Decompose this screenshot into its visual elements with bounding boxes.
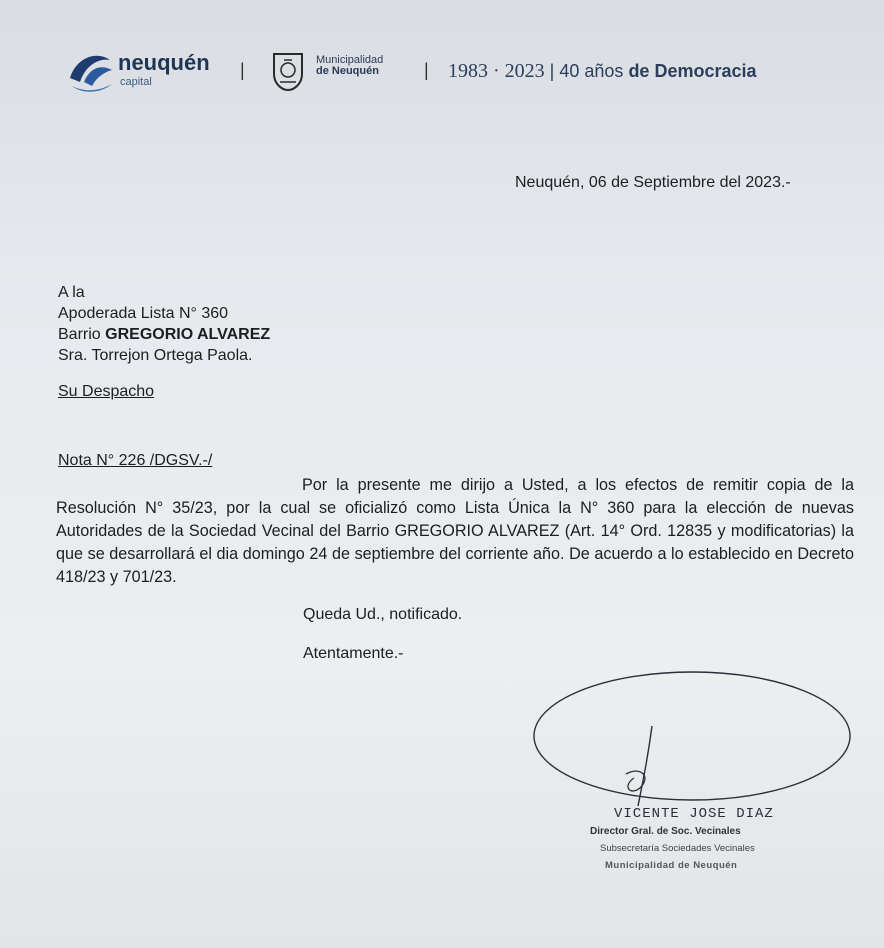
recipient-line4: Sra. Torrejon Ortega Paola. — [58, 347, 253, 364]
neuquen-logo-icon — [66, 48, 116, 94]
brand-name: neuquén — [118, 50, 210, 75]
democracy-text: 40 años de Democracia — [559, 61, 757, 81]
recipient-line1: A la — [58, 284, 85, 301]
brand-sub: capital — [120, 76, 152, 88]
municipal-seal-icon — [268, 50, 308, 92]
header-separator: | — [240, 60, 245, 80]
letter-body: Por la presente me dirijo a Usted, a los efectos de remitir copia de la Resolución N° 35/23, por la cual se oficializó como Lista Única la N° 360 para la elección de nuevas Autoridades de la Sociedad Vecinal del Barrio GREGORIO ALVAREZ (Art. 14° Ord. 12835 y modificatorias) la que se desarrollará el dia domingo 24 de septiembre del corriente año. De acuerdo a lo establecido en Decreto 418/23 y 701/23. — [56, 476, 854, 586]
header-separator-2: | — [424, 60, 429, 80]
signer-department: Subsecretaría Sociedades Vecinales — [600, 843, 755, 854]
signer-organization: Municipalidad de Neuquén — [605, 860, 738, 871]
closing-regards: Atentamente.- — [303, 645, 404, 662]
signer-name: VICENTE JOSE DIAZ — [614, 806, 774, 822]
years-range: 1983 · 2023 — [448, 60, 545, 82]
anniversary-banner: 1983 · 2023 | 40 años de Democracia — [448, 60, 757, 82]
municipality-name: Municipalidad de Neuquén — [316, 54, 384, 77]
signer-title: Director Gral. de Soc. Vecinales — [590, 826, 741, 837]
recipient-line2: Apoderada Lista N° 360 — [58, 305, 229, 322]
nota-number: Nota N° 226 /DGSV.-/ — [58, 452, 213, 469]
handwritten-signature-icon — [530, 666, 860, 816]
date-line: Neuquén, 06 de Septiembre del 2023.- — [515, 174, 791, 191]
closing-notified: Queda Ud., notificado. — [303, 606, 463, 623]
su-despacho: Su Despacho — [58, 383, 155, 400]
recipient-line3: Barrio GREGORIO ALVAREZ — [58, 326, 271, 343]
